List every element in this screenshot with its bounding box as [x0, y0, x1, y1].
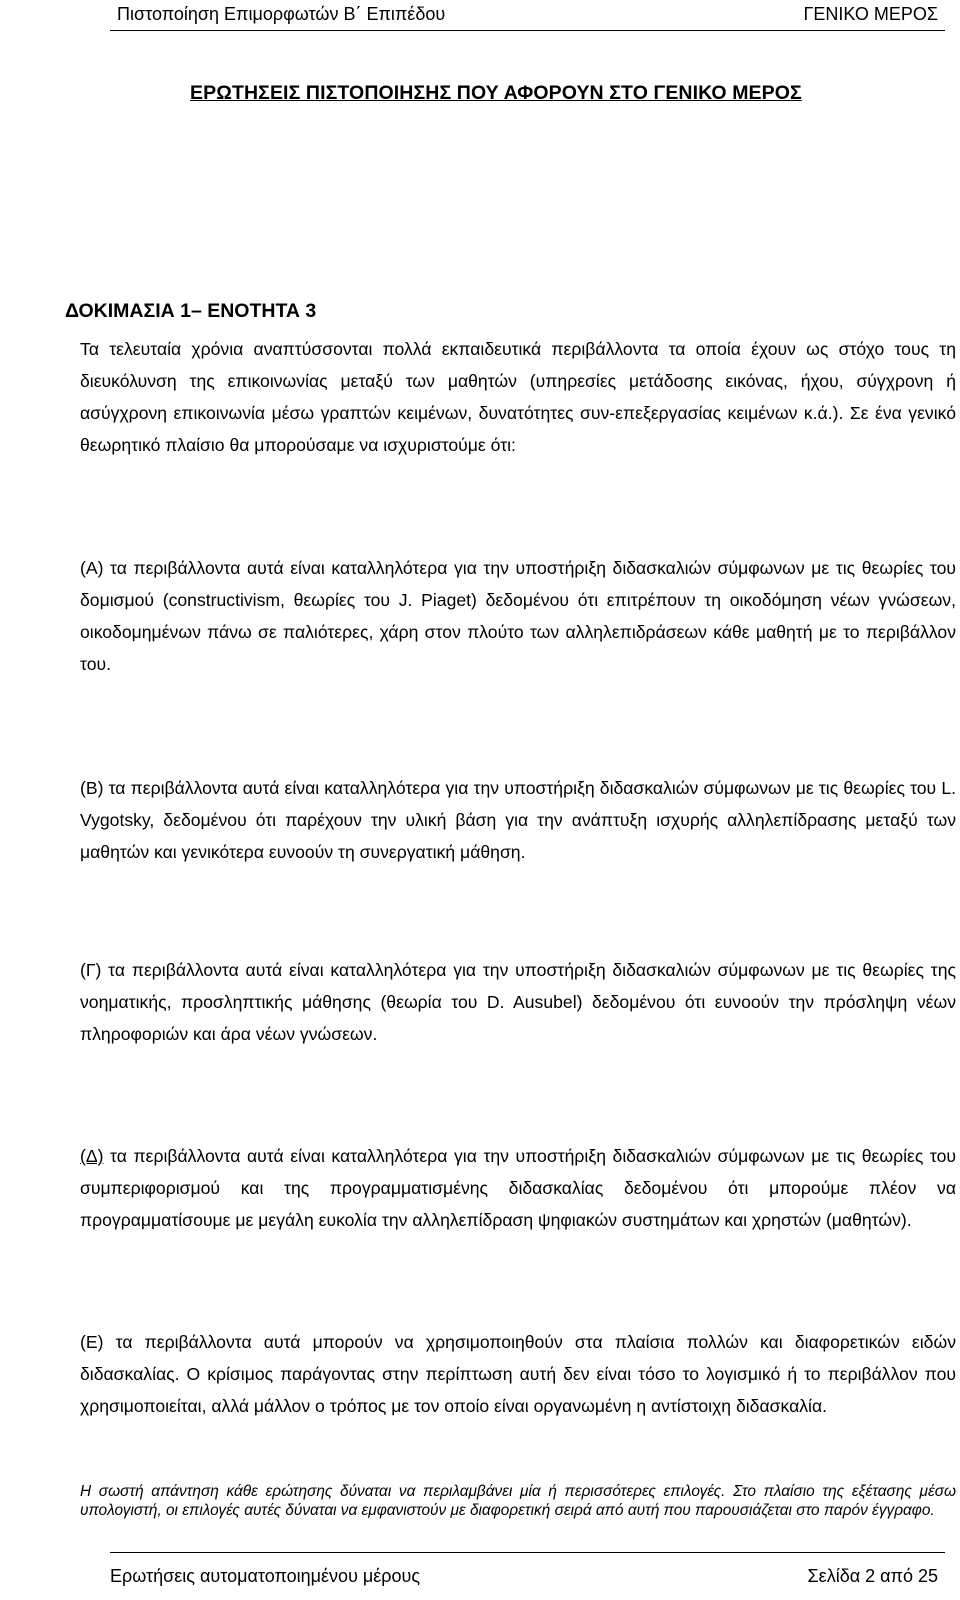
instruction-note: Η σωστή απάντηση κάθε ερώτησης δύναται να περιλαμβάνει μία ή περισσότερες επιλογές. Στο πλαίσιο της εξέτασης μέσω υπολογιστή, οι επιλογές αυτές δύναται να εμφανιστούν με διαφορετική σειρά από αυτή που παρουσιάζεται στο παρόν έγγραφο. [80, 1483, 956, 1519]
footer-label: Ερωτήσεις αυτοματοποιημένου μέρους [110, 1566, 421, 1586]
option-e: (Ε) τα περιβάλλοντα αυτά μπορούν να χρησιμοποιηθούν στα πλαίσια πολλών και διαφορετικών ειδών διδασκαλίας. Ο κρίσιμος παράγοντας στην περίπτωση αυτή δεν είναι τόσο το λογισμικό ή το περιβάλλον που χρησιμοποιείται, αλλά μάλλον ο τρόπος με τον οποίο είναι οργανωμένη η αντίστοιχη διδασκαλία. [80, 1332, 956, 1416]
option-d-text: τα περιβάλλοντα αυτά είναι καταλληλότερα για την υποστήριξη διδασκαλιών σύμφωνων με τις θεωρίες του συμπεριφορισμού και της προγραμματισμένης διδασκαλίας δεδομένου ότι μπορούμε πλέον να προγραμματίσουμε με μεγάλη ευκολία την αλληλεπίδραση ψηφιακών συστημάτων και χρηστών (μαθητών). [80, 1146, 956, 1230]
header-divider [110, 30, 945, 31]
option-d [80, 1140, 956, 1236]
page-header [0, 0, 960, 34]
header-section: ΓΕΝΙΚΟ ΜΕΡΟΣ [803, 4, 938, 24]
footer-divider [110, 1552, 945, 1553]
task-heading: ΔΟΚΙΜΑΣΙΑ 1– ΕΝΟΤΗΤΑ 3 [65, 300, 317, 322]
option-d-letter: (Δ) [80, 1146, 104, 1166]
option-b: (Β) τα περιβάλλοντα αυτά είναι καταλληλότερα για την υποστήριξη διδασκαλιών σύμφωνων με τις θεωρίες του L. Vygotsky, δεδομένου ότι παρέχουν την υλική βάση για την ανάπτυξη ισχυρής αλληλεπίδρασης μεταξύ των μαθητών και γενικότερα ευνοούν τη συνεργατική μάθηση. [80, 778, 956, 862]
option-c: (Γ) τα περιβάλλοντα αυτά είναι καταλληλότερα για την υποστήριξη διδασκαλιών σύμφωνων με τις θεωρίες της νοηματικής, προσληπτικής μάθησης (θεωρία του D. Ausubel) δεδομένου ότι ευνοούν την πρόσληψη νέων πληροφοριών και άρα νέων γνώσεων. [80, 960, 956, 1044]
page-number: Σελίδα 2 από 25 [807, 1566, 938, 1586]
page-title: ΕΡΩΤΗΣΕΙΣ ΠΙΣΤΟΠΟΙΗΣΗΣ ΠΟΥ ΑΦΟΡΟΥΝ ΣΤΟ ΓΕΝΙΚΟ ΜΕΡΟΣ [190, 82, 802, 104]
question-intro: Τα τελευταία χρόνια αναπτύσσονται πολλά εκπαιδευτικά περιβάλλοντα τα οποία έχουν ως στόχο τους τη διευκόλυνση της επικοινωνίας μεταξύ των μαθητών (υπηρεσίες μετάδοσης εικόνας, ήχου, σύγχρονη ή ασύγχρονη επικοινωνία μέσω γραπτών κειμένων, δυνατότητες συν-επεξεργασίας κειμένων κ.ά.). Σε ένα γενικό θεωρητικό πλαίσιο θα μπορούσαμε να ισχυριστούμε ότι: [80, 339, 956, 455]
header-title: Πιστοποίηση Επιμορφωτών Β΄ Επιπέδου [117, 4, 446, 24]
option-a: (Α) τα περιβάλλοντα αυτά είναι καταλληλότερα για την υποστήριξη διδασκαλιών σύμφωνων με τις θεωρίες του δομισμού (constructivism, θεωρίες του J. Piaget) δεδομένου ότι επιτρέπουν τη οικοδόμηση νέων γνώσεων, οικοδομημένων πάνω σε παλιότερες, χάρη στον πλούτο των αλληλεπιδράσεων κάθε μαθητή με το περιβάλλον του. [80, 558, 956, 674]
